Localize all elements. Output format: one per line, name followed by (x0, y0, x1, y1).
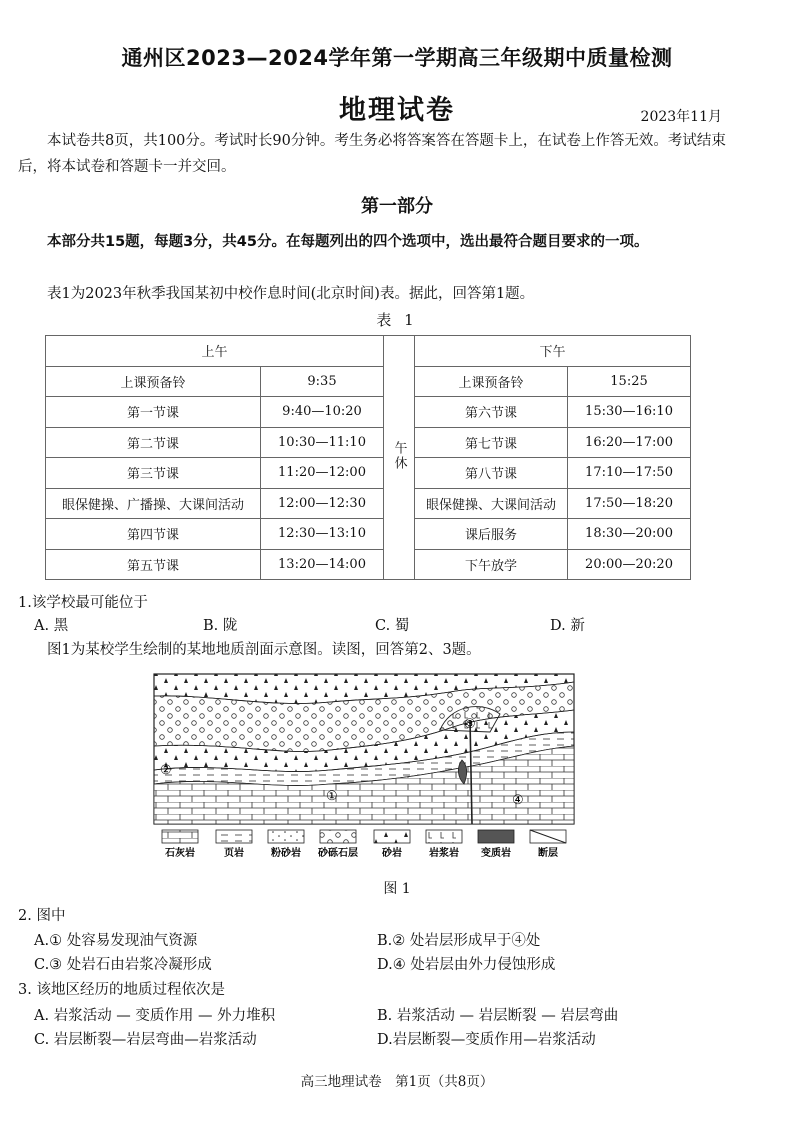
figure-legend (162, 830, 566, 859)
figure-intro: 图1为某校学生绘制的某地地质剖面示意图。读图，回答第2、3题。 (47, 642, 481, 658)
marker-2: ② (160, 763, 172, 778)
q3-option-a: A. 岩浆活动 — 变质作用 — 外力堆积 (34, 1008, 276, 1024)
legend-igneous: 岩浆岩 (429, 848, 459, 859)
question-1-stem: 1.该学校最可能位于 (18, 595, 148, 611)
legend-limestone: 石灰岩 (165, 848, 195, 859)
table-row: 上课预备铃 9:35 上课预备铃 15:25 (46, 366, 691, 397)
table-row: 第四节课 12:30—13:10 课后服务 18:30—20:00 (46, 519, 691, 550)
table-row: 第三节课 11:20—12:00 第八节课 17:10—17:50 (46, 458, 691, 489)
q1-option-b: B. 陇 (203, 618, 238, 634)
table-row: 第五节课 13:20—14:00 下午放学 20:00—20:20 (46, 549, 691, 580)
q1-option-c: C. 蜀 (375, 618, 410, 634)
q2-option-b: B.② 处岩层形成早于④处 (377, 933, 541, 949)
q1-option-d: D. 新 (550, 618, 585, 634)
legend-shale: 页岩 (224, 848, 244, 859)
page-footer: 高三地理试卷 第1页（共8页） (300, 1074, 494, 1090)
marker-1: ① (326, 789, 338, 804)
schedule-table (45, 335, 691, 580)
question-3-stem: 3. 该地区经历的地质过程依次是 (18, 982, 225, 998)
q1-option-a: A. 黑 (34, 618, 69, 634)
q2-option-d: D.④ 处岩层由外力侵蚀形成 (377, 957, 556, 973)
q3-option-b: B. 岩浆活动 — 岩层断裂 — 岩层弯曲 (377, 1008, 619, 1024)
marker-3: ③ (464, 717, 476, 732)
legend-conglomerate: 砂砾石层 (318, 848, 358, 859)
afternoon-header: 下午 (415, 336, 691, 367)
part-intro: 本部分共15题，每题3分，共45分。在每题列出的四个选项中，选出最符合题目要求的一项。 (47, 234, 649, 250)
instructions: 本试卷共8页，共100分。考试时长90分钟。考生务必将答案答在答题卡上，在试卷上作答无效。考试结束后，将本试卷和答题卡一并交回。 (18, 133, 726, 175)
morning-header: 上午 (46, 336, 384, 367)
legend-metamorphic: 变质岩 (481, 848, 511, 859)
legend-siltstone: 粉砂岩 (271, 848, 301, 859)
q3-option-c: C. 岩层断裂—岩层弯曲—岩浆活动 (34, 1032, 257, 1048)
table-row: 第二节课 10:30—11:10 第七节课 16:20—17:00 (46, 427, 691, 458)
question-2-stem: 2. 图中 (18, 908, 66, 924)
exam-title: 通州区2023—2024学年第一学期高三年级期中质量检测 (121, 46, 673, 70)
part-title: 第一部分 (361, 196, 433, 217)
q2-option-c: C.③ 处岩石由岩浆冷凝形成 (34, 957, 212, 973)
table-row: 眼保健操、广播操、大课间活动 12:00—12:30 眼保健操、大课间活动 17:50—18:20 (46, 488, 691, 519)
noon-break-cell: 午休 (384, 336, 415, 580)
table-header-row (46, 336, 691, 367)
table-caption: 表 1 (376, 311, 418, 329)
q3-option-d: D.岩层断裂—变质作用—岩浆活动 (377, 1032, 596, 1048)
exam-date: 2023年11月 (640, 109, 722, 125)
geologic-section-figure (150, 670, 580, 860)
marker-4: ④ (512, 793, 524, 808)
table-row: 第一节课 9:40—10:20 第六节课 15:30—16:10 (46, 397, 691, 428)
table-intro: 表1为2023年秋季我国某初中校作息时间(北京时间)表。据此，回答第1题。 (47, 286, 535, 302)
legend-sandstone: 砂岩 (382, 848, 402, 859)
q2-option-a: A.① 处容易发现油气资源 (34, 933, 198, 949)
legend-fault: 断层 (538, 848, 558, 859)
subject-title: 地理试卷 (339, 95, 455, 126)
figure-caption: 图 1 (383, 881, 411, 897)
